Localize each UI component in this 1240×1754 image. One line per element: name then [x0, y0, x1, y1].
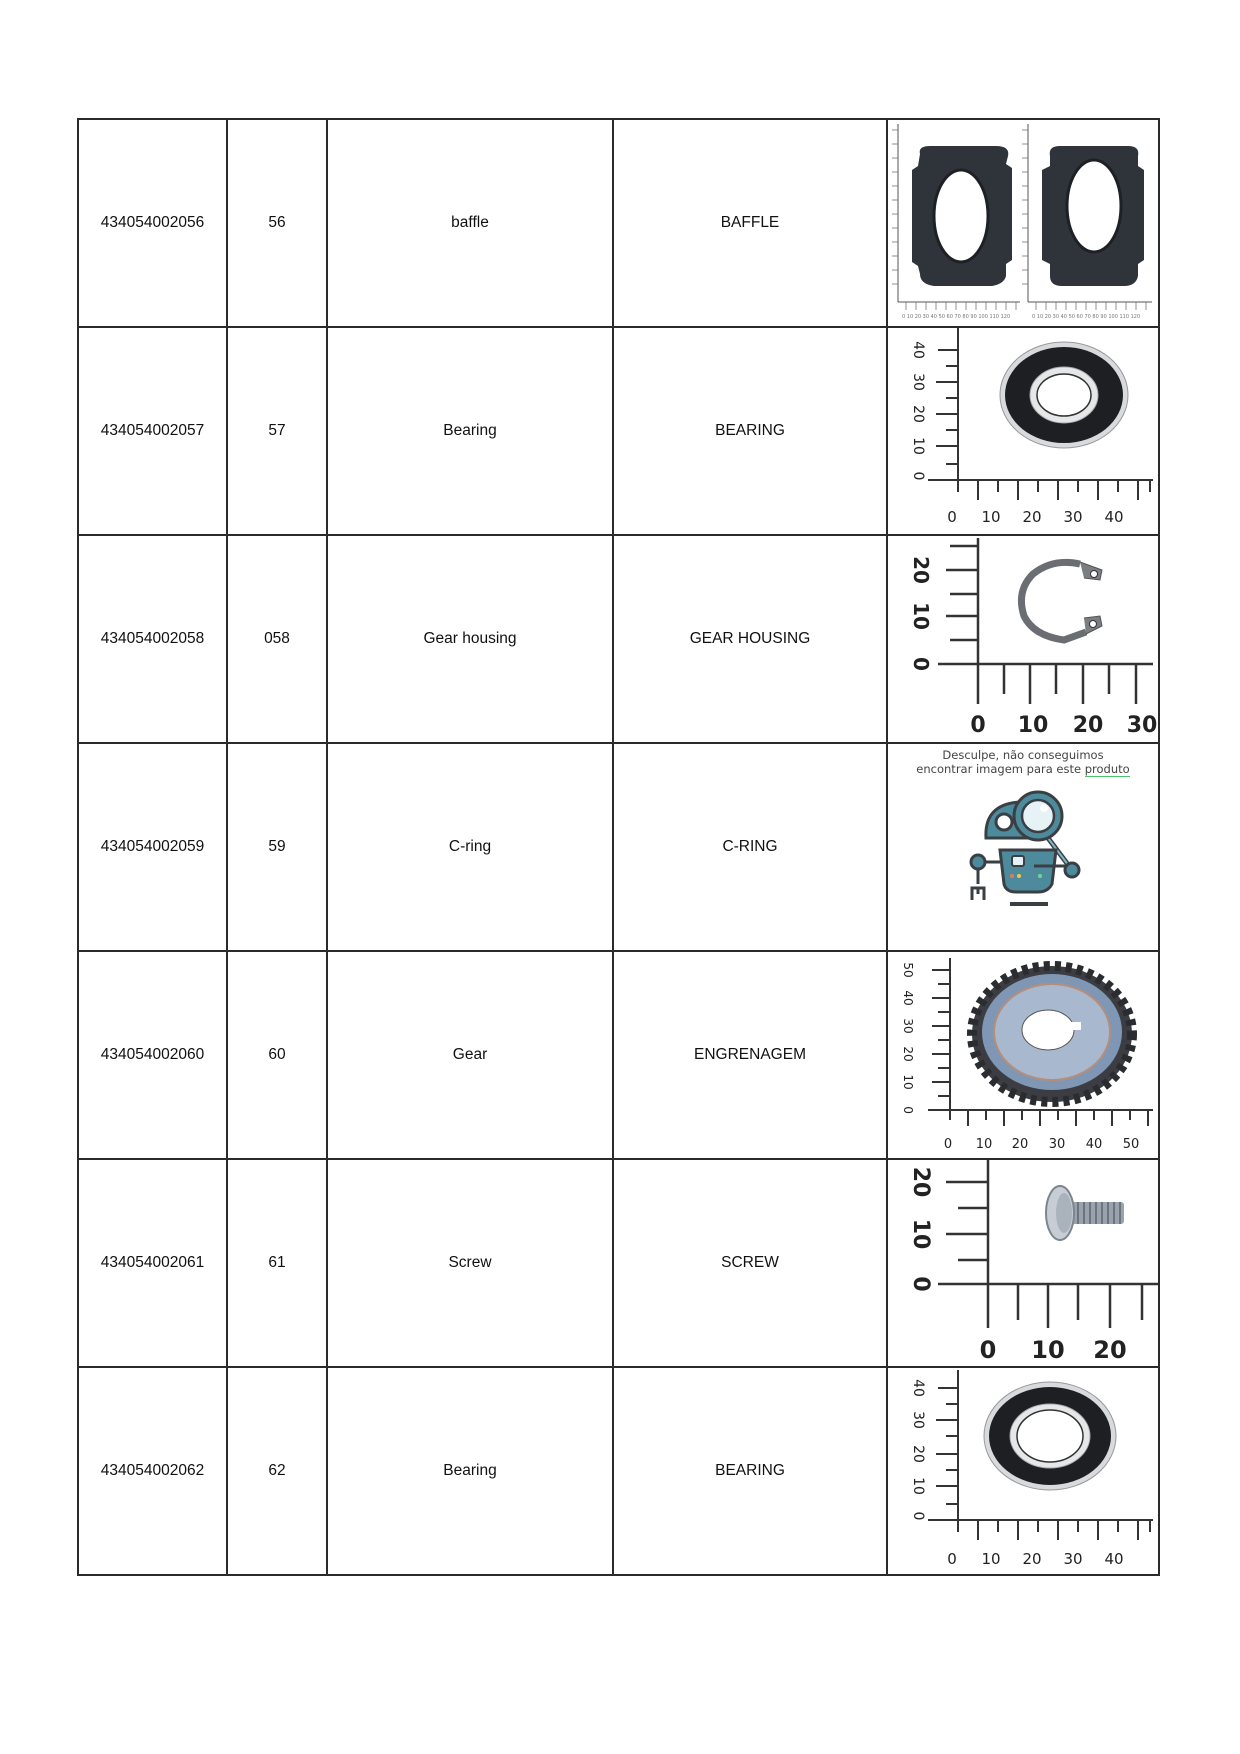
part-name-en: Gear: [327, 951, 613, 1159]
part-code: 434054002058: [78, 535, 227, 743]
part-name-en: Bearing: [327, 327, 613, 535]
part-name-pt: GEAR HOUSING: [613, 535, 887, 743]
part-code: 434054002059: [78, 743, 227, 951]
svg-text:10: 10: [909, 602, 933, 630]
svg-text:0: 0: [901, 1106, 915, 1114]
part-image-gear-housing: [887, 535, 1159, 743]
part-code: 434054002056: [78, 119, 227, 327]
circlip-photo-icon: [888, 536, 1158, 742]
part-name-en: Bearing: [327, 1367, 613, 1575]
part-image-gear: [887, 951, 1159, 1159]
position-number: 59: [227, 743, 327, 951]
part-code: 434054002060: [78, 951, 227, 1159]
svg-text:0: 0: [910, 1511, 926, 1521]
part-code: 434054002062: [78, 1367, 227, 1575]
svg-text:20: 20: [1022, 1550, 1042, 1568]
svg-text:0 10 20 30 40 50 60 70 80 90 1: 0 10 20 30 40 50 60 70 80 90 100 110 120: [902, 314, 1011, 320]
position-number: 058: [227, 535, 327, 743]
part-name-en: C-ring: [327, 743, 613, 951]
svg-text:40: 40: [901, 990, 915, 1006]
svg-text:20: 20: [1022, 508, 1042, 526]
baffle-photo-icon: [888, 120, 1158, 326]
part-image-bearing-2: [887, 1367, 1159, 1575]
table-row: [78, 951, 1159, 1159]
svg-text:0: 0: [970, 713, 986, 738]
part-name-pt: BEARING: [613, 1367, 887, 1575]
part-code: 434054002057: [78, 327, 227, 535]
svg-text:30: 30: [901, 1018, 915, 1034]
screw-photo-icon: [888, 1160, 1158, 1366]
part-image-placeholder: [887, 743, 1159, 951]
table-row: [78, 327, 1159, 535]
svg-text:40: 40: [1104, 1550, 1124, 1568]
parts-table: [77, 118, 1160, 1576]
gear-photo-icon: [888, 952, 1158, 1158]
svg-text:50: 50: [901, 962, 915, 978]
svg-text:10: 10: [910, 437, 926, 455]
svg-text:10: 10: [901, 1074, 915, 1090]
svg-text:0: 0: [979, 1336, 997, 1364]
part-name-pt: ENGRENAGEM: [613, 951, 887, 1159]
svg-text:40: 40: [1085, 1137, 1103, 1152]
svg-text:10: 10: [1031, 1336, 1065, 1364]
svg-text:0: 0: [947, 508, 957, 526]
no-image-line-1: Desculpe, não conseguimos: [942, 748, 1104, 762]
svg-text:0: 0: [909, 657, 933, 671]
svg-text:30: 30: [1048, 1137, 1066, 1152]
svg-text:20: 20: [909, 556, 933, 584]
no-image-message: [888, 748, 1158, 776]
table-row: [78, 743, 1159, 951]
table-row: [78, 1159, 1159, 1367]
svg-text:0: 0: [908, 1276, 933, 1292]
part-image-screw: [887, 1159, 1159, 1367]
part-image-bearing: [887, 327, 1159, 535]
svg-text:30: 30: [1063, 1550, 1083, 1568]
bearing-photo-icon: [888, 1368, 1158, 1574]
robot-magnifier-icon: [888, 776, 1158, 946]
no-image-line-2b: produto: [1084, 762, 1130, 776]
svg-text:10: 10: [1017, 713, 1049, 738]
svg-text:10: 10: [981, 1550, 1001, 1568]
svg-text:30: 30: [1063, 508, 1083, 526]
svg-text:40: 40: [1104, 508, 1124, 526]
svg-text:30: 30: [910, 1411, 926, 1429]
svg-text:20: 20: [901, 1046, 915, 1062]
table-row: [78, 535, 1159, 743]
svg-text:20: 20: [1093, 1336, 1127, 1364]
part-name-en: Gear housing: [327, 535, 613, 743]
svg-text:40: 40: [910, 1379, 926, 1397]
part-name-pt: SCREW: [613, 1159, 887, 1367]
part-name-pt: C-RING: [613, 743, 887, 951]
table-row: [78, 119, 1159, 327]
svg-text:10: 10: [975, 1137, 993, 1152]
no-image-line-2: [888, 762, 1158, 776]
svg-text:30: 30: [1126, 713, 1158, 738]
svg-text:0: 0: [910, 471, 926, 481]
svg-text:50: 50: [1122, 1137, 1140, 1152]
svg-text:20: 20: [1011, 1137, 1029, 1152]
svg-text:20: 20: [908, 1166, 933, 1198]
table-row: [78, 1367, 1159, 1575]
svg-text:20: 20: [910, 405, 926, 423]
position-number: 62: [227, 1367, 327, 1575]
svg-text:20: 20: [910, 1445, 926, 1463]
svg-text:40: 40: [910, 341, 926, 359]
svg-text:30: 30: [910, 373, 926, 391]
bearing-photo-icon: [888, 328, 1158, 534]
part-name-en: baffle: [327, 119, 613, 327]
svg-text:10: 10: [910, 1477, 926, 1495]
svg-text:0: 0: [947, 1550, 957, 1568]
no-image-line-2a: encontrar imagem para este: [916, 762, 1085, 776]
position-number: 56: [227, 119, 327, 327]
position-number: 60: [227, 951, 327, 1159]
svg-text:0 10 20 30 40 50 60 70 80 90 1: 0 10 20 30 40 50 60 70 80 90 100 110 120: [1032, 314, 1141, 320]
part-name-pt: BEARING: [613, 327, 887, 535]
position-number: 57: [227, 327, 327, 535]
part-name-en: Screw: [327, 1159, 613, 1367]
svg-text:10: 10: [908, 1218, 933, 1250]
svg-text:10: 10: [981, 508, 1001, 526]
svg-text:0: 0: [943, 1137, 953, 1152]
part-name-pt: BAFFLE: [613, 119, 887, 327]
svg-text:20: 20: [1072, 713, 1104, 738]
part-code: 434054002061: [78, 1159, 227, 1367]
part-image-baffle: [887, 119, 1159, 327]
position-number: 61: [227, 1159, 327, 1367]
